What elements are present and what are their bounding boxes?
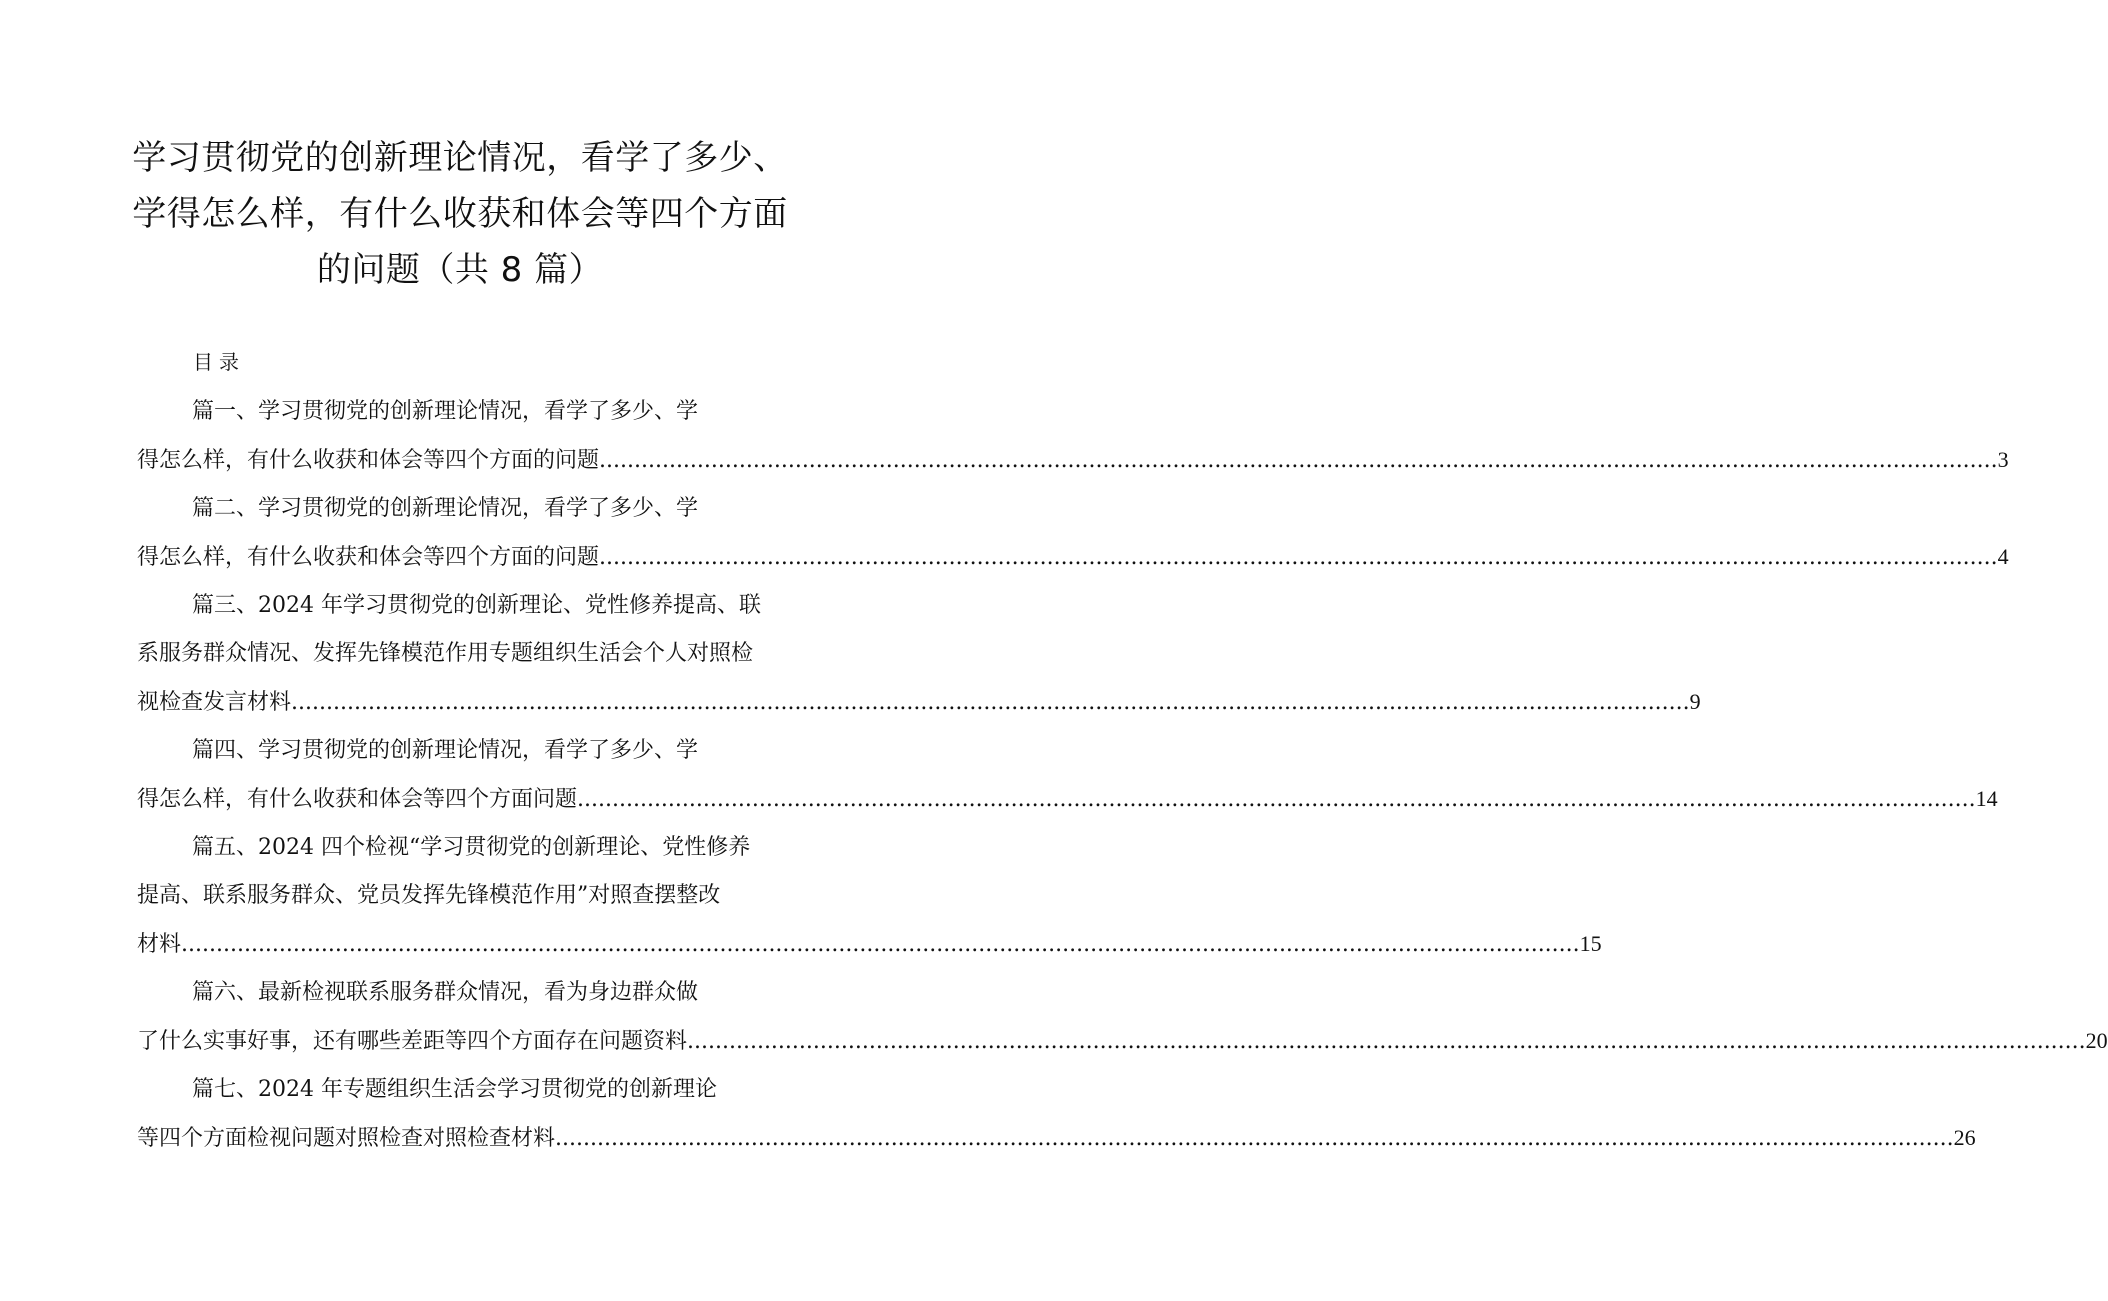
toc-entry-line: 系服务群众情况、发挥先锋模范作用专题组织生活会个人对照检 [137, 641, 754, 666]
toc-leader-dots: ........................................................................................................................................................................................................ [687, 1029, 2086, 1054]
toc-entry-line: 篇四、学习贯彻党的创新理论情况，看学了多少、学 [192, 738, 699, 763]
toc-leader-dots: ........................................................................................................................................................................................................ [599, 545, 1998, 570]
toc-entry-line: 材料 [137, 932, 182, 957]
toc-entry-line: 篇六、最新检视联系服务群众情况，看为身边群众做 [192, 980, 699, 1005]
toc-entry-line: 等四个方面检视问题对照检查对照检查材料 [137, 1126, 556, 1151]
toc-entry-line: 篇五、2024 四个检视“学习贯彻党的创新理论、党性修养 [192, 835, 751, 860]
toc-entry[interactable] [137, 388, 2009, 485]
toc-page-number: 9 [1689, 689, 1701, 714]
title-line: 学得怎么样，有什么收获和体会等四个方面 [132, 194, 788, 234]
toc-entry-line: 得怎么样，有什么收获和体会等四个方面问题 [137, 787, 578, 812]
toc-page-number: 26 [1953, 1125, 1976, 1150]
toc-page-number: 3 [1997, 447, 2009, 472]
toc-entry[interactable] [137, 727, 1998, 824]
document-title [0, 130, 920, 298]
toc-entry-line: 了什么实事好事，还有哪些差距等四个方面存在问题资料 [137, 1029, 688, 1054]
toc-entry-line: 篇七、2024 年专题组织生活会学习贯彻党的创新理论 [192, 1077, 717, 1102]
toc-page-number: 14 [1975, 786, 1998, 811]
toc-entry[interactable] [137, 969, 2108, 1066]
toc-leader-dots: ........................................................................................................................................................................................................ [555, 1126, 1954, 1151]
toc-page-number: 4 [1997, 544, 2009, 569]
toc-entry-line: 视检查发言材料 [137, 690, 292, 715]
toc-entry-line: 得怎么样，有什么收获和体会等四个方面的问题 [137, 545, 600, 570]
toc-page-number: 20 [2085, 1028, 2108, 1053]
toc-heading: 目录 [193, 350, 245, 374]
toc-entry-line: 篇三、2024 年学习贯彻党的创新理论、党性修养提高、联 [192, 593, 761, 618]
toc-entry-line: 篇一、学习贯彻党的创新理论情况，看学了多少、学 [192, 399, 699, 424]
toc-leader-dots: ........................................................................................................................................................................................................ [181, 932, 1580, 957]
toc-leader-dots: ........................................................................................................................................................................................................ [599, 448, 1998, 473]
toc-entry[interactable] [137, 1066, 1976, 1163]
toc-entry-line: 得怎么样，有什么收获和体会等四个方面的问题 [137, 448, 600, 473]
toc-leader-dots: ........................................................................................................................................................................................................ [291, 690, 1690, 715]
toc-entry-line: 提高、联系服务群众、党员发挥先锋模范作用”对照查摆整改 [137, 883, 721, 908]
toc-entry-line: 篇二、学习贯彻党的创新理论情况，看学了多少、学 [192, 496, 699, 521]
toc-entry[interactable] [137, 485, 2009, 582]
toc-entry[interactable] [137, 582, 1701, 727]
toc-entry[interactable] [137, 824, 1602, 969]
toc-leader-dots: ........................................................................................................................................................................................................ [577, 787, 1976, 812]
title-line: 的问题（共 8 篇） [316, 250, 604, 290]
title-line: 学习贯彻党的创新理论情况，看学了多少、 [132, 138, 788, 178]
table-of-contents [137, 388, 2108, 1163]
toc-page-number: 15 [1579, 931, 1602, 956]
